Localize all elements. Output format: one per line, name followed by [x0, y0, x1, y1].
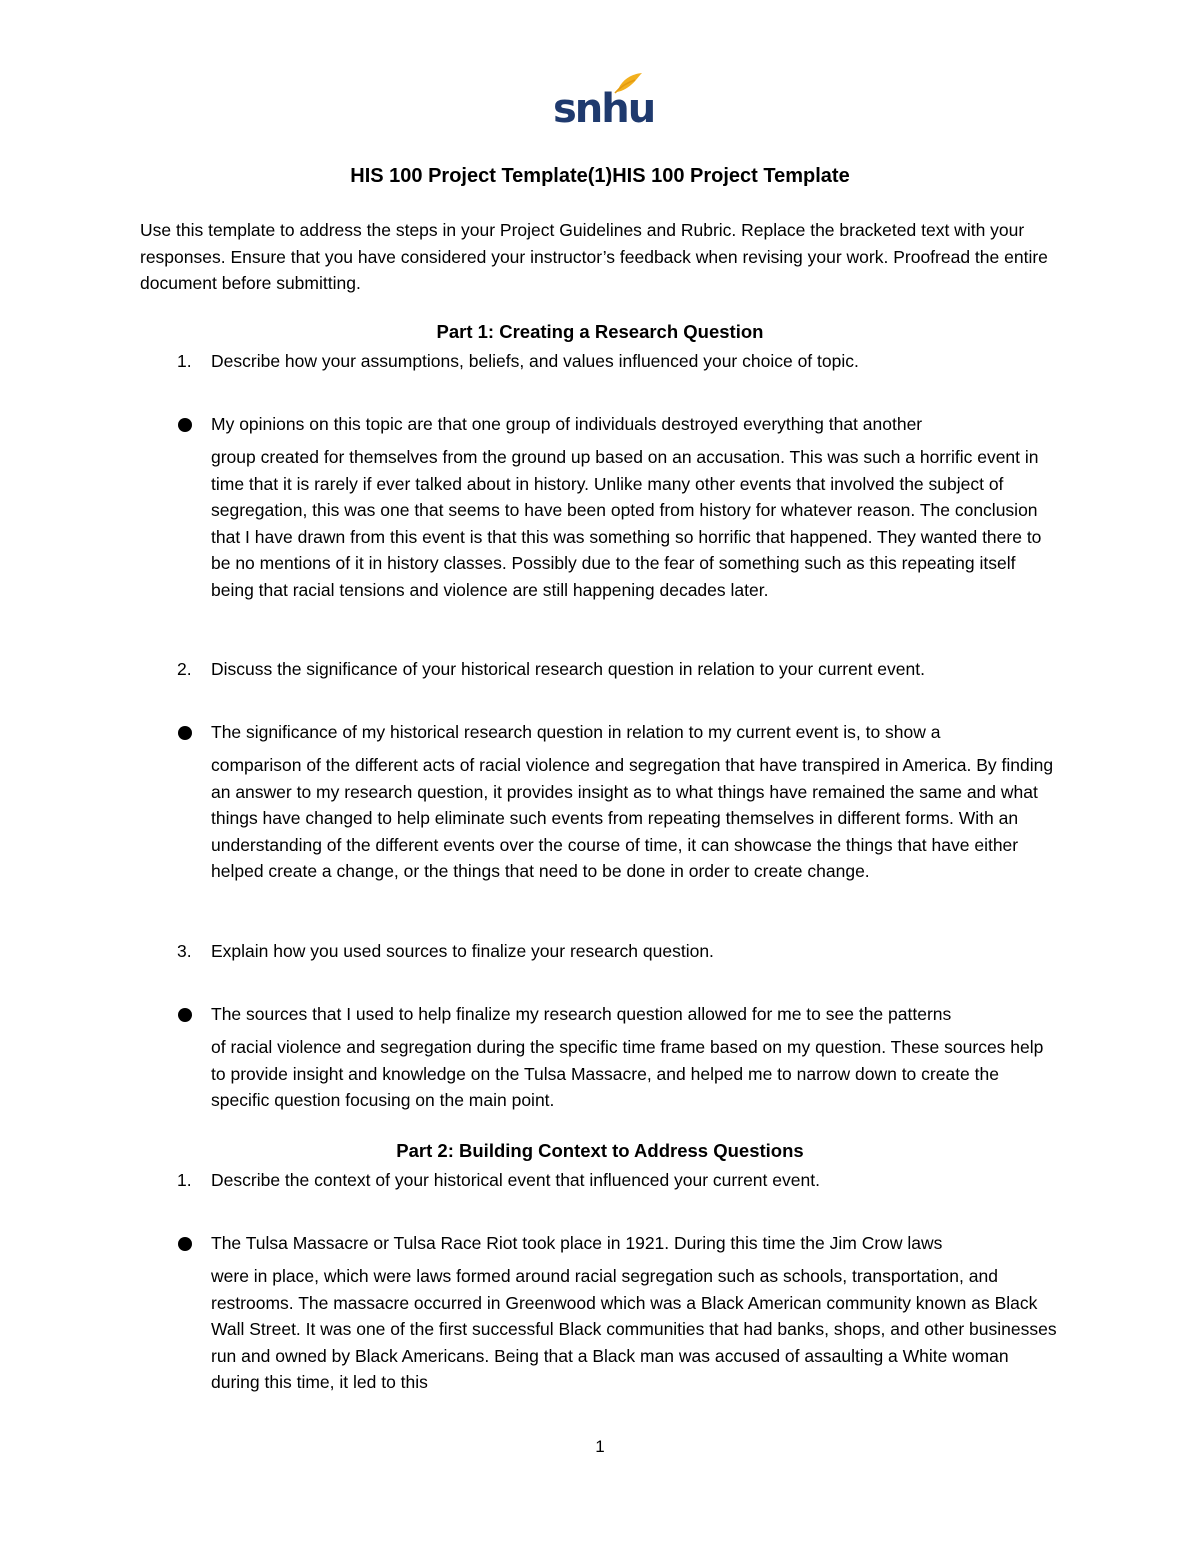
bullet-icon — [178, 1237, 192, 1251]
answer-continuation: of racial violence and segregation during the specific time frame based on my question. These sources help to provide insight and knowledge on the Tulsa Massacre, and helped me to narrow down to create the specific question focusing on the main point. — [211, 1037, 1044, 1110]
bullet-icon — [178, 726, 192, 740]
question-number: 1. — [177, 1170, 192, 1190]
answer-continuation: were in place, which were laws formed around racial segregation such as schools, transportation, and restrooms. The massacre occurred in Greenwood which was a Black American community known as Black Wall Street. It was one of the first successful Black communities that had banks, shops, and other businesses run and owned by Black Americans. Being that a Black man was accused of assaulting a White woman during this time, it led to this — [211, 1266, 1057, 1392]
page-number: 1 — [595, 1437, 605, 1456]
answer-first-line: My opinions on this topic are that one group of individuals destroyed everything that another — [211, 414, 923, 434]
bullet-icon — [178, 418, 192, 432]
question-text: Describe how your assumptions, beliefs, and values influenced your choice of topic. — [211, 351, 859, 371]
document-title: HIS 100 Project Template(1)HIS 100 Project Template — [350, 165, 850, 187]
logo-text: snhu — [553, 86, 655, 132]
answer-continuation: group created for themselves from the ground up based on an accusation. This was such a horrific event in time that it is rarely if ever talked about in history. Unlike many other events that involved the subject of segregation, this was one that seems to have been opted from history for whatever reason. The conclusion that I have drawn from this event is that this was something so horrific that happened. They wanted there to be no mentions of it in history classes. Possibly due to the fear of something such as this repeating itself being that racial tensions and violence are still happening decades later. — [211, 447, 1042, 600]
answer-continuation: comparison of the different acts of racial violence and segregation that have transpired in America. By finding an answer to my research question, it provides insight as to what things have remained the same and what things have changed to help eliminate such events from repeating themselves in different forms. With an understanding of the different events over the course of time, it can showcase the things that have either helped create a change, or the things that need to be done in order to create change. — [211, 755, 1054, 881]
answer-first-line: The Tulsa Massacre or Tulsa Race Riot took place in 1921. During this time the Jim Crow laws — [211, 1233, 943, 1253]
part2-heading: Part 2: Building Context to Address Questions — [396, 1140, 804, 1161]
snhu-logo — [553, 72, 655, 136]
question-number: 1. — [177, 351, 192, 371]
question-text: Discuss the significance of your historical research question in relation to your current event. — [211, 659, 925, 679]
question-number: 3. — [177, 941, 192, 961]
answer-first-line: The significance of my historical research question in relation to my current event is, to show a — [211, 722, 941, 742]
answer-first-line: The sources that I used to help finalize my research question allowed for me to see the patterns — [211, 1004, 952, 1024]
question-text: Explain how you used sources to finalize your research question. — [211, 941, 714, 961]
intro-paragraph: Use this template to address the steps in your Project Guidelines and Rubric. Replace the bracketed text with your responses. Ensure that you have considered your instructor’s feedback when revising your work. Proofread the entire document before submitting. — [140, 220, 1048, 293]
question-text: Describe the context of your historical event that influenced your current event. — [211, 1170, 820, 1190]
bullet-icon — [178, 1008, 192, 1022]
question-number: 2. — [177, 659, 192, 679]
part1-heading: Part 1: Creating a Research Question — [436, 321, 764, 342]
